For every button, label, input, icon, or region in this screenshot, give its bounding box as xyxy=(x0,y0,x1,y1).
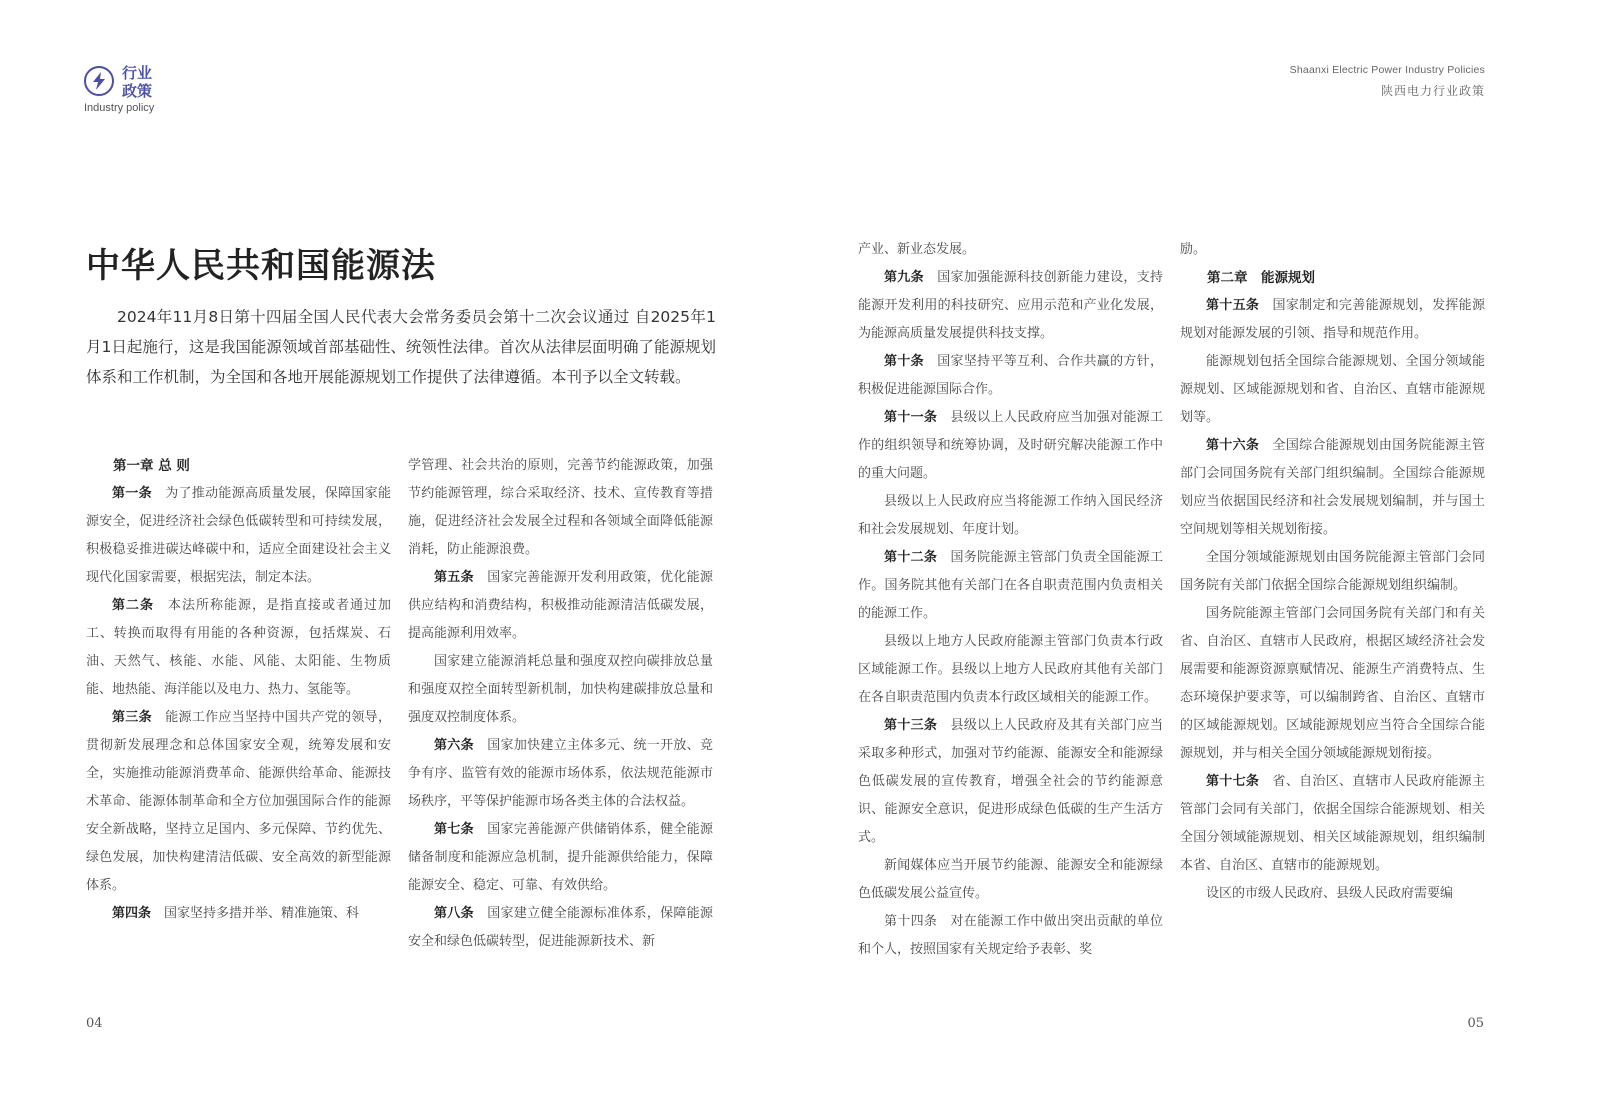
header-english: Shaanxi Electric Power Industry Policies xyxy=(1289,64,1485,76)
article-number: 第四条 xyxy=(112,906,152,921)
chapter-heading: 第一章 总 则 xyxy=(113,458,190,474)
page-number-left: 04 xyxy=(86,1016,103,1031)
paragraph-text: 设区的市级人民政府、县级人民政府需要编 xyxy=(1206,886,1454,901)
text-column-4 xyxy=(1180,236,1485,908)
paragraph-text: 新闻媒体应当开展节约能源、能源安全和能源绿色低碳发展公益宣传。 xyxy=(858,858,1163,901)
article-number: 第三条 xyxy=(112,710,152,725)
paragraph-text: 县级以上人民政府应当加强对能源工作的组织领导和统筹协调，及时研究解决能源工作中的重大问题。 xyxy=(858,410,1163,481)
article-paragraph xyxy=(858,712,1163,852)
article-number: 第六条 xyxy=(434,738,474,753)
paragraph-text: 国家坚持多措并举、精准施策、科 xyxy=(164,906,360,921)
paragraph-text: 学管理、社会共治的原则，完善节约能源政策，加强节约能源管理，综合采取经济、技术、宣传教育等措施，促进经济社会发展全过程和各领域全面降低能源消耗，防止能源浪费。 xyxy=(408,458,713,557)
paragraph-text: 国家制定和完善能源规划，发挥能源规划对能源发展的引领、指导和规范作用。 xyxy=(1180,298,1485,341)
article-paragraph xyxy=(858,348,1163,404)
paragraph-text: 全国综合能源规划由国务院能源主管部门会同国务院有关部门组织编制。全国综合能源规划应当依据国民经济和社会发展规划编制，并与国土空间规划等相关规划衔接。 xyxy=(1180,438,1485,537)
article-paragraph xyxy=(1180,768,1485,880)
article-paragraph xyxy=(86,480,391,592)
paragraph-text: 国务院能源主管部门会同国务院有关部门和有关省、自治区、直辖市人民政府，根据区域经济社会发展需要和能源资源禀赋情况、能源生产消费特点、生态环境保护要求等，可以编制跨省、自治区、直辖市的区域能源规划。区域能源规划应当符合全国综合能源规划，并与相关全国分领域能源规划衔接。 xyxy=(1180,606,1485,761)
chapter-heading: 第二章 能源规划 xyxy=(1207,270,1315,286)
article-paragraph xyxy=(408,732,713,816)
paragraph-text: 第十四条 对在能源工作中做出突出贡献的单位和个人，按照国家有关规定给予表彰、奖 xyxy=(858,914,1163,957)
logo-subtitle: Industry policy xyxy=(84,102,155,114)
logo-title: 行业政策 xyxy=(122,64,153,100)
paragraph-text: 产业、新业态发展。 xyxy=(858,242,976,257)
article-paragraph xyxy=(1180,292,1485,348)
header-chinese: 陕西电力行业政策 xyxy=(1380,84,1485,98)
article-number: 第十五条 xyxy=(1206,298,1260,313)
paragraph-text: 能源工作应当坚持中国共产党的领导，贯彻新发展理念和总体国家安全观，统筹发展和安全，实施推动能源消费革命、能源供给革命、能源技术革命、能源体制革命和全方位加强国际合作的能源安全新战略，坚持立足国内、多元保障、节约优先、绿色发展，加快构建清洁低碳、安全高效的新型能源体系。 xyxy=(86,710,391,893)
article-paragraph xyxy=(86,592,391,704)
paragraph-text: 能源规划包括全国综合能源规划、全国分领域能源规划、区域能源规划和省、自治区、直辖市能源规划等。 xyxy=(1180,354,1485,425)
running-header xyxy=(1290,64,1485,99)
text-column-2 xyxy=(408,452,713,956)
paragraph-text: 国家建立健全能源标准体系，保障能源安全和绿色低碳转型，促进能源新技术、新 xyxy=(408,906,713,949)
paragraph-text: 国家完善能源开发利用政策，优化能源供应结构和消费结构，积极推动能源清洁低碳发展，提高能源利用效率。 xyxy=(408,570,713,641)
article-number: 第二条 xyxy=(112,598,154,613)
article-paragraph xyxy=(858,544,1163,628)
article-paragraph xyxy=(858,264,1163,348)
article-paragraph xyxy=(858,852,1163,908)
article-paragraph xyxy=(86,704,391,900)
paragraph-text: 国家完善能源产供储销体系，健全能源储备制度和能源应急机制，提升能源供给能力，保障能源安全、稳定、可靠、有效供给。 xyxy=(408,822,713,893)
paragraph-text: 国家建立能源消耗总量和强度双控向碳排放总量和强度双控全面转型新机制，加快构建碳排放总量和强度双控制度体系。 xyxy=(408,654,713,725)
article-paragraph xyxy=(1180,432,1485,544)
paragraph-text: 全国分领域能源规划由国务院能源主管部门会同国务院有关部门依据全国综合能源规划组织编制。 xyxy=(1180,550,1485,593)
paragraph-text: 为了推动能源高质量发展，保障国家能源安全，促进经济社会绿色低碳转型和可持续发展，积极稳妥推进碳达峰碳中和，适应全面建设社会主义现代化国家需要，根据宪法，制定本法。 xyxy=(86,486,391,585)
paragraph-text: 励。 xyxy=(1180,242,1207,257)
page-number-right: 05 xyxy=(1467,1016,1484,1031)
article-paragraph xyxy=(1180,880,1485,908)
article-number: 第十七条 xyxy=(1206,774,1260,789)
paragraph-text: 县级以上人民政府及其有关部门应当采取多种形式，加强对节约能源、能源安全和能源绿色低碳发展的宣传教育，增强全社会的节约能源意识、能源安全意识，促进形成绿色低碳的生产生活方式。 xyxy=(858,718,1163,845)
article-number: 第九条 xyxy=(884,270,924,285)
article-paragraph xyxy=(408,816,713,900)
text-column-1 xyxy=(86,452,391,928)
article-paragraph xyxy=(408,564,713,648)
article-paragraph xyxy=(408,900,713,956)
text-column-3 xyxy=(858,236,1163,964)
lightning-icon xyxy=(84,66,114,96)
article-number: 第十三条 xyxy=(884,718,938,733)
section-logo xyxy=(84,66,204,120)
paragraph-text: 国家加快建立主体多元、统一开放、竞争有序、监管有效的能源市场体系，依法规范能源市场秩序，平等保护能源市场各类主体的合法权益。 xyxy=(408,738,713,809)
article-paragraph xyxy=(858,908,1163,964)
article-number: 第十二条 xyxy=(884,550,938,565)
article-paragraph xyxy=(1180,348,1485,432)
article-paragraph xyxy=(408,452,713,564)
article-paragraph xyxy=(1180,544,1485,600)
article-paragraph xyxy=(858,236,1163,264)
paragraph-text: 本法所称能源，是指直接或者通过加工、转换而取得有用能的各种资源，包括煤炭、石油、天然气、核能、水能、风能、太阳能、生物质能、地热能、海洋能以及电力、热力、氢能等。 xyxy=(86,598,391,697)
article-paragraph xyxy=(1180,236,1485,264)
paragraph-text: 县级以上人民政府应当将能源工作纳入国民经济和社会发展规划、年度计划。 xyxy=(858,494,1163,537)
article-number: 第十一条 xyxy=(884,410,938,425)
article-number: 第七条 xyxy=(434,822,474,837)
article-paragraph xyxy=(858,404,1163,488)
paragraph-text: 国家加强能源科技创新能力建设，支持能源开发利用的科技研究、应用示范和产业化发展，为能源高质量发展提供科技支撑。 xyxy=(858,270,1163,341)
paragraph-text: 省、自治区、直辖市人民政府能源主管部门会同有关部门，依据全国综合能源规划、相关全国分领域能源规划、相关区域能源规划，组织编制本省、自治区、直辖市的能源规划。 xyxy=(1180,774,1485,873)
paragraph-text: 国家坚持平等互利、合作共赢的方针，积极促进能源国际合作。 xyxy=(858,354,1163,397)
article-number: 第五条 xyxy=(434,570,474,585)
article-number: 第十六条 xyxy=(1206,438,1260,453)
paragraph-text: 国务院能源主管部门负责全国能源工作。国务院其他有关部门在各自职责范围内负责相关的能源工作。 xyxy=(858,550,1163,621)
article-intro: 2024年11月8日第十四届全国人民代表大会常务委员会第十二次会议通过 自2025年1月1日起施行，这是我国能源领域首部基础性、统领性法律。首次从法律层面明确了能源规划体系和工作机制，为全国和各地开展能源规划工作提供了法律遵循。本刊予以全文转载。 xyxy=(86,308,716,386)
article-number: 第一条 xyxy=(112,486,152,501)
article-paragraph xyxy=(858,628,1163,712)
article-paragraph xyxy=(408,648,713,732)
article-number: 第十条 xyxy=(884,354,924,369)
article-paragraph xyxy=(858,488,1163,544)
article-title: 中华人民共和国能源法 xyxy=(86,246,436,286)
article-paragraph xyxy=(1180,600,1485,768)
article-paragraph xyxy=(86,900,391,928)
paragraph-text: 县级以上地方人民政府能源主管部门负责本行政区域能源工作。县级以上地方人民政府其他有关部门在各自职责范围内负责本行政区域相关的能源工作。 xyxy=(858,634,1163,705)
article-number: 第八条 xyxy=(434,906,474,921)
